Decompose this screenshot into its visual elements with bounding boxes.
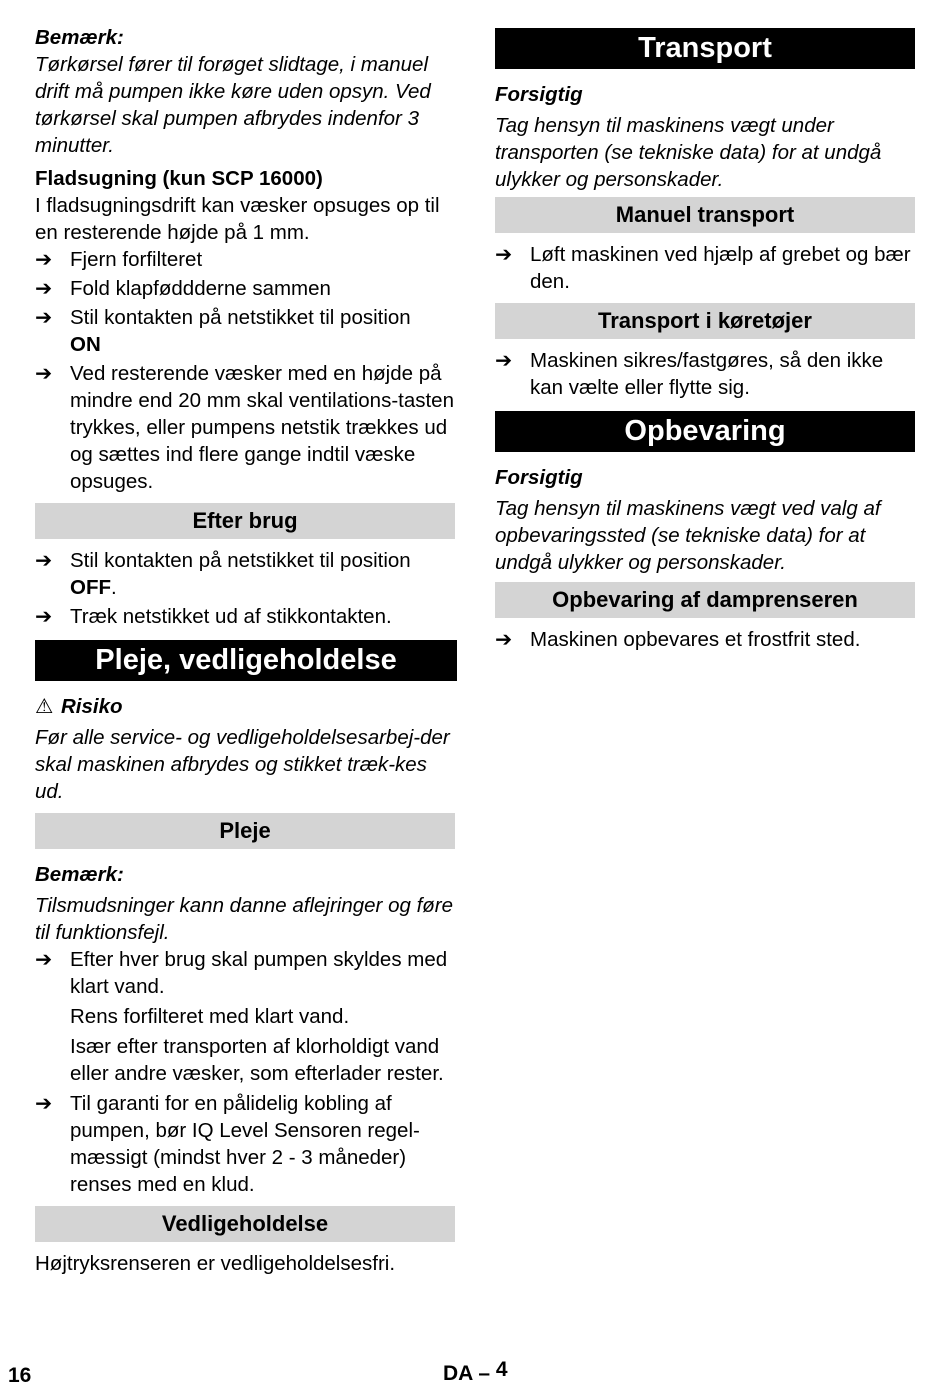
list-item: ➔ Ved resterende væsker med en højde på mindre end 20 mm skal ventilations-tasten trykkes, eller pumpens netstik trækkes ud og sættes ind flere gange indtil væske opsuges. bbox=[35, 362, 454, 493]
caution-text: Tag hensyn til maskinens vægt under transporten (se tekniske data) for at undgå ulykker og personskader. bbox=[495, 114, 882, 191]
page-sub: 4 bbox=[495, 1358, 508, 1381]
arrow-right-icon: ➔ bbox=[35, 248, 53, 271]
position-off: OFF bbox=[70, 576, 111, 599]
heading-care: Pleje bbox=[35, 813, 455, 849]
list-item: ➔ Fjern forfilteret bbox=[35, 248, 203, 271]
maintenance-text: Højtryksrenseren er vedligeholdelsesfri. bbox=[35, 1252, 396, 1275]
arrow-right-icon: ➔ bbox=[35, 605, 53, 628]
arrow-right-icon: ➔ bbox=[495, 243, 513, 266]
list-item: ➔ Efter hver brug skal pumpen skyldes med klart vand. bbox=[35, 948, 448, 998]
heading-after-use: Efter brug bbox=[35, 503, 455, 539]
heading-maintenance: Vedligeholdelse bbox=[35, 1206, 455, 1242]
arrow-right-icon: ➔ bbox=[35, 549, 53, 572]
heading-storage: Opbevaring bbox=[495, 411, 915, 452]
arrow-right-icon: ➔ bbox=[35, 1092, 53, 1115]
note-label: Bemærk: bbox=[35, 863, 124, 886]
page-label: DA – 4 bbox=[443, 1358, 508, 1384]
list-item: ➔ Fold klapføddderne sammen bbox=[35, 277, 331, 300]
flat-suction-text: I fladsugningsdrift kan væsker opsuges op til en resterende højde på 1 mm. bbox=[35, 194, 440, 244]
note-label: Bemærk: bbox=[35, 26, 124, 49]
list-subitem: Især efter transporten af klorholdigt vand eller andre væsker, som efterlader rester. bbox=[70, 1035, 444, 1085]
caution-text: Tag hensyn til maskinens vægt ved valg af opbevaringssted (se tekniske data) for at undgå ulykker og personskader. bbox=[495, 497, 881, 574]
heading-manual-transport: Manuel transport bbox=[495, 197, 915, 233]
left-column bbox=[35, 24, 455, 1277]
caution-label: Forsigtig bbox=[495, 83, 583, 106]
list-item: ➔ Stil kontakten på netstikket til position ON bbox=[35, 306, 411, 356]
arrow-right-icon: ➔ bbox=[495, 628, 513, 651]
arrow-right-icon: ➔ bbox=[35, 306, 53, 329]
list-item: ➔ Maskinen sikres/fastgøres, så den ikke kan vælte eller flytte sig. bbox=[495, 349, 884, 399]
list-subitem: Rens forfilteret med klart vand. bbox=[70, 1005, 350, 1028]
position-on: ON bbox=[70, 333, 101, 356]
right-column bbox=[495, 24, 915, 653]
risk-text: Før alle service- og vedligeholdelsesarbej-der skal maskinen afbrydes og stikket træk-kes ud. bbox=[35, 726, 450, 803]
caution-label: Forsigtig bbox=[495, 466, 583, 489]
note-text: Tilsmudsninger kann danne aflejringer og føre til funktionsfejl. bbox=[35, 894, 454, 944]
arrow-right-icon: ➔ bbox=[35, 277, 53, 300]
heading-steam-cleaner-storage: Opbevaring af damprenseren bbox=[495, 582, 915, 618]
list-item: ➔ Træk netstikket ud af stikkontakten. bbox=[35, 605, 392, 628]
list-item: ➔ Til garanti for en pålidelig kobling af pumpen, bør IQ Level Sensoren regel-mæssigt (mindst hver 2 - 3 måneder) renses med en klud. bbox=[35, 1092, 420, 1196]
arrow-right-icon: ➔ bbox=[35, 362, 53, 385]
arrow-right-icon: ➔ bbox=[35, 948, 53, 971]
heading-care-maintenance: Pleje, vedligeholdelse bbox=[35, 640, 457, 681]
list-item: ➔ Maskinen opbevares et frostfrit sted. bbox=[495, 628, 861, 651]
page-number: 16 bbox=[8, 1364, 32, 1384]
note-text: Tørkørsel fører til forøget slidtage, i manuel drift må pumpen ikke køre uden opsyn. Ved tørkørsel skal pumpen afbrydes indenfor 3 minutter. bbox=[35, 53, 431, 157]
arrow-right-icon: ➔ bbox=[495, 349, 513, 372]
section-title-flat-suction: Fladsugning (kun SCP 16000) bbox=[35, 167, 323, 190]
risk-label-row: ⚠ Risiko bbox=[35, 695, 123, 718]
warning-triangle-icon: ⚠ bbox=[35, 695, 54, 718]
heading-vehicle-transport: Transport i køretøjer bbox=[495, 303, 915, 339]
list-item: ➔ Stil kontakten på netstikket til position OFF. bbox=[35, 549, 411, 599]
heading-transport: Transport bbox=[495, 28, 915, 69]
list-item: ➔ Løft maskinen ved hjælp af grebet og bær den. bbox=[495, 243, 911, 293]
